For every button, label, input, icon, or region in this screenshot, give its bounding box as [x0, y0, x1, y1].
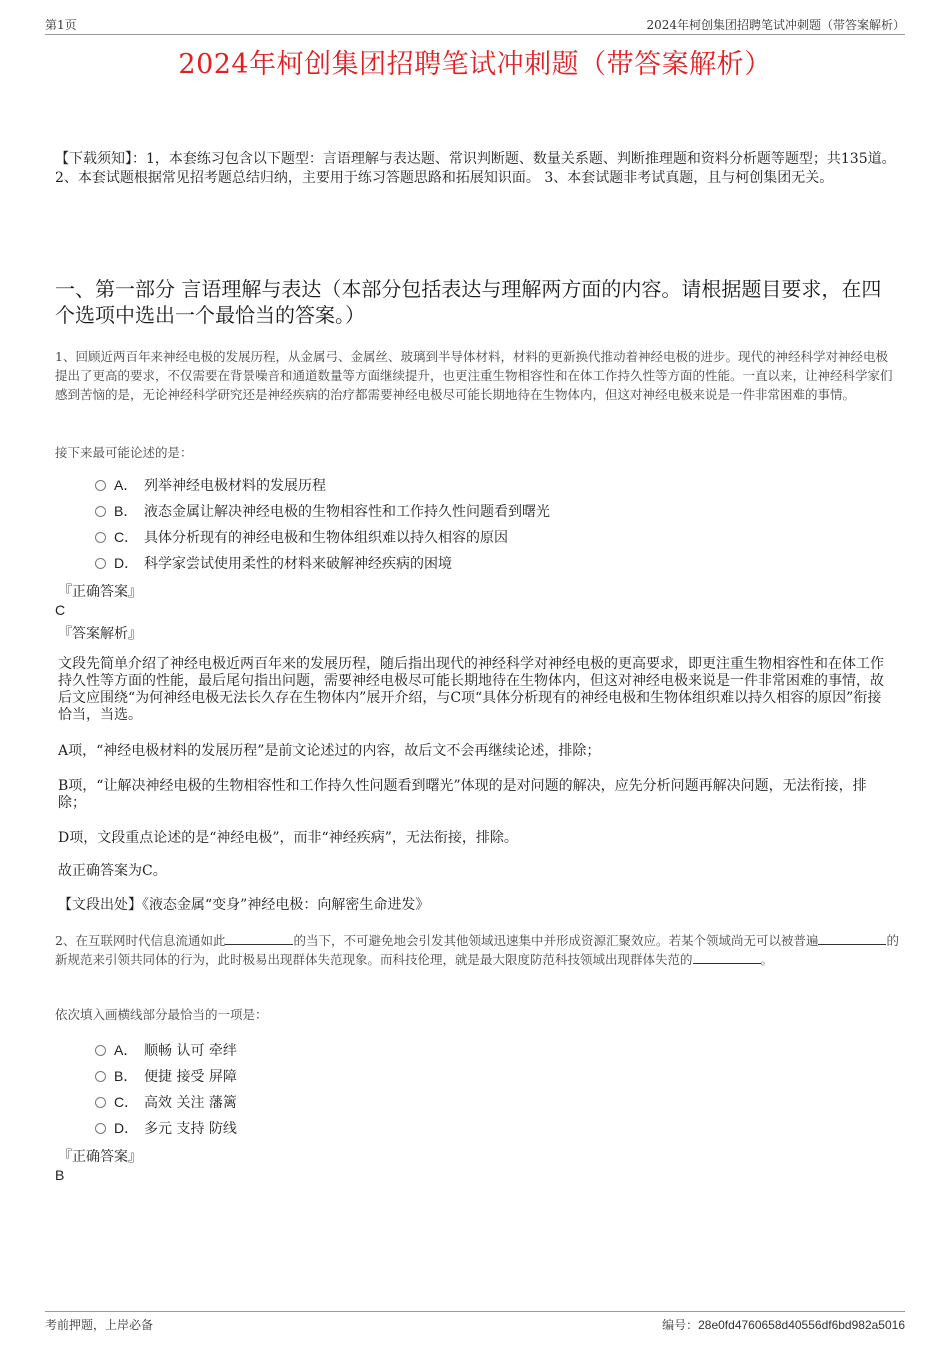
page-header: [45, 14, 905, 35]
answer-label: 『正确答案』: [58, 584, 142, 600]
answer-value: B: [55, 1167, 65, 1183]
fill-blank: [818, 932, 886, 945]
answer-label: 『正确答案』: [58, 1149, 142, 1165]
radio-icon[interactable]: [95, 1045, 106, 1056]
question-2-options: [95, 1037, 237, 1141]
question-2-ask: 依次填入画横线部分最恰当的一项是：: [55, 1007, 268, 1022]
radio-icon[interactable]: [95, 506, 106, 517]
analysis-paragraph: 故正确答案为C。: [58, 863, 167, 879]
page-footer: [45, 1311, 905, 1336]
download-notice: 【下载须知】：1，本套练习包含以下题型：言语理解与表达题、常识判断题、数量关系题、判断推理题和资料分析题等题型；共135道。 2、本套试题根据常见招考题总结归纳，主要用于练习答题思路和拓展知识面。 3、本套试题非考试真题，且与柯创集团无关。: [55, 151, 896, 186]
fill-blank: [693, 951, 761, 964]
header-doc-name: 2024年柯创集团招聘笔试冲刺题（带答案解析）: [646, 18, 905, 32]
analysis-paragraph: D项，文段重点论述的是“神经电极”，而非“神经疾病”，无法衔接，排除。: [58, 830, 518, 846]
section-title: 一、第一部分 言语理解与表达（本部分包括表达与理解两方面的内容。请根据题目要求，在四个选项中选出一个最恰当的答案。）: [55, 277, 882, 327]
footer-code: 编号：28e0fd4760658d40556df6bd982a5016: [662, 1318, 905, 1332]
analysis-paragraph: B项，“让解决神经电极的生物相容性和工作持久性问题看到曙光”体现的是对问题的解决，应先分析问题再解决问题，无法衔接，排除；: [58, 778, 867, 811]
question-1-ask: 接下来最可能论述的是：: [55, 445, 193, 460]
option-a[interactable]: A． 列举神经电极材料的发展历程: [95, 472, 550, 498]
radio-icon[interactable]: [95, 1097, 106, 1108]
option-c[interactable]: C． 高效 关注 藩篱: [95, 1089, 237, 1115]
question-1-options: [95, 472, 550, 576]
analysis-paragraph: A项，“神经电极材料的发展历程”是前文论述过的内容，故后文不会再继续论述，排除；: [58, 743, 601, 759]
analysis-label: 『答案解析』: [58, 626, 142, 642]
option-a[interactable]: A． 顺畅 认可 牵绊: [95, 1037, 237, 1063]
option-b[interactable]: B． 液态金属让解决神经电极的生物相容性和工作持久性问题看到曙光: [95, 498, 550, 524]
option-c[interactable]: C． 具体分析现有的神经电极和生物体组织难以持久相容的原因: [95, 524, 550, 550]
footer-slogan: 考前押题，上岸必备: [45, 1318, 154, 1332]
source-citation: 【文段出处】《液态金属“变身”神经电极：向解密生命进发》: [58, 897, 430, 913]
page-number: 第1页: [45, 18, 77, 32]
radio-icon[interactable]: [95, 480, 106, 491]
option-d[interactable]: D． 多元 支持 防线: [95, 1115, 237, 1141]
question-1-stem: 1、回顾近两百年来神经电极的发展历程，从金属弓、金属丝、玻璃到半导体材料，材料的更新换代推动着神经电极的进步。现代的神经科学对神经电极提出了更高的要求，不仅需要在背景噪音和通道数量等方面继续提升，也更注重生物相容性和在体工作持久性等方面的性能。一直以来，让神经科学家们感到苦恼的是，无论神经科学研究还是神经疾病的治疗都需要神经电极尽可能长期地待在生物体内，但这对神经电极来说是一件非常困难的事情。: [55, 349, 893, 402]
radio-icon[interactable]: [95, 558, 106, 569]
option-d[interactable]: D． 科学家尝试使用柔性的材料来破解神经疾病的困境: [95, 550, 550, 576]
analysis-paragraph: 文段先简单介绍了神经电极近两百年来的发展历程，随后指出现代的神经科学对神经电极的更高要求，即更注重生物相容性和在体工作持久性等方面的性能，最后尾句指出问题，需要神经电极尽可能长期地待在生物体内，但这对神经电极来说是一件非常困难的事情，故后文应围绕“为何神经电极无法长久存在生物体内”展开介绍，与C项“具体分析现有的神经电极和生物体组织难以持久相容的原因”衔接恰当，当选。: [58, 656, 884, 723]
answer-value: C: [55, 602, 66, 618]
question-2-stem: 2、在互联网时代信息流通如此 的当下，不可避免地会引发其他领域迅速集中并形成资源汇聚效应。若某个领域尚无可以被普遍 的新规范来引领共同体的行为，此时极易出现群体失范现象。而科技伦理，就是最大限度防范科技领域出现群体失范的 。: [55, 933, 899, 967]
fill-blank: [225, 932, 293, 945]
document-title: 2024年柯创集团招聘笔试冲刺题（带答案解析）: [178, 49, 772, 80]
radio-icon[interactable]: [95, 532, 106, 543]
option-b[interactable]: B． 便捷 接受 屏障: [95, 1063, 237, 1089]
radio-icon[interactable]: [95, 1071, 106, 1082]
radio-icon[interactable]: [95, 1123, 106, 1134]
